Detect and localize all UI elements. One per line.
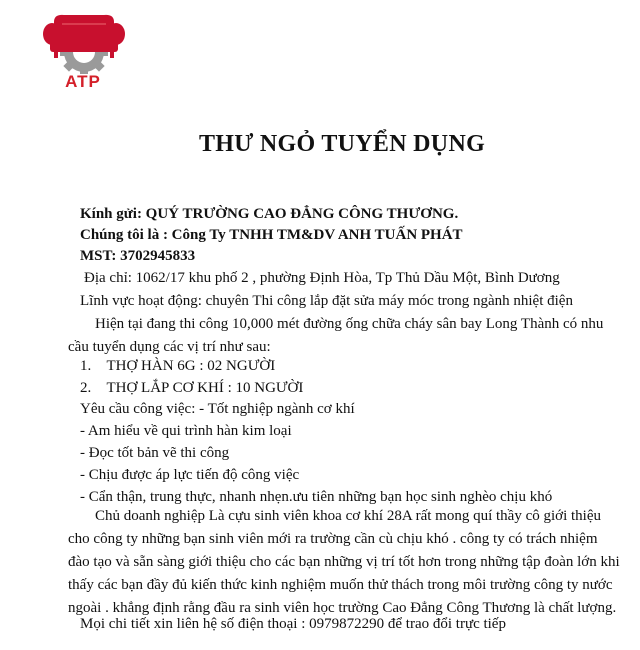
requirement-item: - Đọc tốt bản vẽ thi công (80, 445, 230, 461)
page-title: THƯ NGỎ TUYỂN DỤNG (198, 131, 486, 157)
company-logo (40, 12, 130, 90)
position-text: THỢ HÀN 6G : 02 NGƯỜI (106, 358, 276, 374)
position-number: 2. (80, 380, 92, 396)
position-text: THỢ LẮP CƠ KHÍ : 10 NGƯỜI (106, 380, 304, 396)
contact-line: Mọi chi tiết xin liên hệ số điện thoại : 0979872290 để trao đổi trực tiếp (80, 616, 506, 632)
position-item (80, 356, 275, 376)
tax-id-line: MST: 3702945833 (80, 248, 196, 264)
requirement-item: - Am hiểu về qui trình hàn kim loại (80, 423, 292, 439)
logo-text: ATP (65, 72, 101, 91)
sofa-gear-logo-icon (40, 12, 130, 74)
recipient-line: Kính gửi: QUÝ TRƯỜNG CAO ĐẲNG CÔNG THƯƠNG. (80, 206, 459, 222)
position-number: 1. (80, 358, 92, 374)
requirement-item: - Cẩn thận, trung thực, nhanh nhẹn.ưu tiên những bạn học sinh nghèo chịu khó (80, 489, 553, 505)
requirement-item: - Chịu được áp lực tiến độ công việc (80, 467, 300, 483)
company-line: Chúng tôi là : Công Ty TNHH TM&DV ANH TUẤN PHÁT (80, 227, 463, 243)
position-item (80, 378, 303, 398)
field-line: Lĩnh vực hoạt động: chuyên Thi công lắp đặt sửa máy móc trong ngành nhiệt điện (80, 293, 573, 309)
requirement-item: Yêu cầu công việc: - Tốt nghiệp ngành cơ khí (80, 401, 355, 417)
intro-paragraph: Hiện tại đang thi công 10,000 mét đường ống chữa cháy sân bay Long Thành có nhu cầu tuyển dụng các vị trí như sau: (68, 316, 604, 355)
address-line: Địa chỉ: 1062/17 khu phố 2 , phường Định Hòa, Tp Thủ Dầu Một, Bình Dương (84, 270, 560, 286)
body-paragraph: Chủ doanh nghiệp Là cựu sinh viên khoa cơ khí 28A rất mong quí thầy cô giới thiệu cho công ty những bạn sinh viên mới ra trường cần cù chịu khó . công ty có trách nhiệm đào tạo và sẵn sàng giới thiệu cho các bạn những vị trí tốt hơn trong những tập đoàn lớn khi thấy các bạn đầy đủ kiến thức kinh nghiệm muốn thử thách trong môi trường công ty nước ngoài . khẳng định rằng đầu ra sinh viên học trường Cao Đẳng Công Thương là chất lượng. (68, 508, 620, 616)
